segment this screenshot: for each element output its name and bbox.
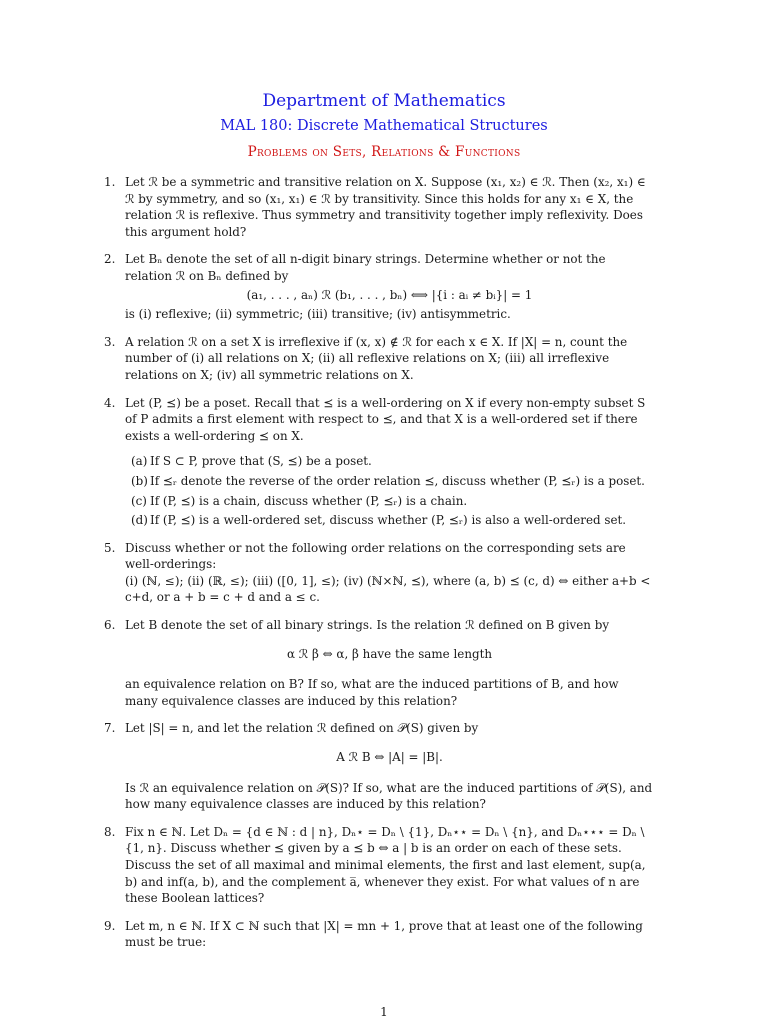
problem-number: 5. bbox=[104, 540, 116, 555]
problem-item bbox=[106, 395, 654, 529]
subproblem-item bbox=[131, 512, 654, 529]
problem-text: A relation ℛ on a set X is irreflexive if (x, x) ∉ ℛ for each x ∈ X. If |X| = n, count the number of (i) all relations on X; (ii) all reflexive relations on X; (iii) all irreflexive relations on X; (iv) all symmetric relations on X. bbox=[125, 334, 628, 382]
display-formula: A ℛ B ⇔ |A| = |B|. bbox=[336, 750, 443, 765]
problem-item bbox=[106, 720, 654, 812]
subproblem-label: (c) bbox=[131, 493, 147, 508]
problem-text-continued: is (i) reflexive; (ii) symmetric; (iii) transitive; (iv) antisymmetric. bbox=[125, 307, 511, 322]
subproblem-list bbox=[131, 453, 654, 528]
subproblem-item bbox=[131, 493, 654, 510]
problem-number: 8. bbox=[104, 824, 116, 839]
problem-text: Discuss whether or not the following order relations on the corresponding sets are well-orderings: bbox=[125, 540, 626, 572]
subproblem-text: If ⪯ᵣ denote the reverse of the order relation ⪯, discuss whether (P, ⪯ᵣ) is a poset. bbox=[150, 473, 645, 488]
problem-text: Let |S| = n, and let the relation ℛ defined on 𝒫(S) given by bbox=[125, 721, 479, 736]
problem-text: Let B denote the set of all binary strings. Is the relation ℛ defined on B given by bbox=[125, 618, 610, 633]
problem-number: 6. bbox=[104, 618, 116, 633]
subproblem-text: If S ⊂ P, prove that (S, ⪯) be a poset. bbox=[150, 454, 372, 469]
department-title: Department of Mathematics bbox=[262, 91, 506, 111]
subproblem-text: If (P, ⪯) is a chain, discuss whether (P, ⪯ᵣ) is a chain. bbox=[150, 493, 468, 508]
display-formula: (a₁, . . . , aₙ) ℛ (b₁, . . . , bₙ) ⟺ |{i : aᵢ ≠ bᵢ}| = 1 bbox=[246, 287, 533, 302]
subproblem-label: (a) bbox=[131, 454, 148, 469]
problem-item bbox=[106, 824, 654, 907]
problem-text-continued: Is ℛ an equivalence relation on 𝒫(S)? If so, what are the induced partitions of 𝒫(S), and how many equivalence classes are induced by this relation? bbox=[125, 780, 653, 812]
problem-item bbox=[106, 174, 654, 240]
subproblem-label: (b) bbox=[131, 473, 148, 488]
problem-item bbox=[106, 918, 654, 951]
problem-text-continued: an equivalence relation on B? If so, what are the induced partitions of B, and how many equivalence classes are induced by this relation? bbox=[125, 677, 619, 708]
problem-number: 3. bbox=[104, 334, 116, 349]
problem-item bbox=[106, 617, 654, 709]
problem-item bbox=[106, 540, 654, 606]
problem-text: Let ℛ be a symmetric and transitive relation on X. Suppose (x₁, x₂) ∈ ℛ. Then (x₂, x₁) ∈ ℛ by symmetry, and so (x₁, x₁) ∈ ℛ by transitivity. Since this holds for any x₁ ∈ X, the relation ℛ is reflexive. Thus symmetry and transitivity together imply reflexivity. Does this argument hold? bbox=[125, 175, 646, 239]
subproblem-label: (d) bbox=[131, 513, 148, 528]
problem-text-continued: (i) (ℕ, ≤); (ii) (ℝ, ≤); (iii) ([0, 1], ≤); (iv) (ℕ×ℕ, ⪯), where (a, b) ⪯ (c, d) ⇔ either a+b < c+d, or a + b = c + d and a ≤ c. bbox=[125, 573, 651, 605]
subproblem-text: If (P, ⪯) is a well-ordered set, discuss whether (P, ⪯ᵣ) is also a well-ordered set. bbox=[150, 513, 627, 528]
problem-number: 9. bbox=[104, 918, 116, 933]
page-number: 1 bbox=[380, 1005, 388, 1019]
problem-set-title: Problems on Sets, Relations & Functions bbox=[247, 144, 521, 160]
display-formula: α ℛ β ⇔ α, β have the same length bbox=[286, 646, 493, 661]
problem-list bbox=[106, 174, 654, 962]
course-title: MAL 180: Discrete Mathematical Structures bbox=[220, 118, 548, 134]
subproblem-item bbox=[131, 453, 654, 470]
problem-text: Let (P, ⪯) be a poset. Recall that ⪯ is a well-ordering on X if every non-empty subset S of P admits a first element with respect to ⪯, and that X is a well-ordered set if there exists a well-ordering ⪯ on X. bbox=[125, 395, 646, 443]
problem-number: 7. bbox=[104, 721, 116, 736]
problem-text: Let m, n ∈ ℕ. If X ⊂ ℕ such that |X| = mn + 1, prove that at least one of the following must be true: bbox=[125, 918, 643, 950]
problem-number: 1. bbox=[104, 175, 116, 189]
problem-number: 2. bbox=[104, 252, 116, 267]
problem-item bbox=[106, 251, 654, 322]
problem-number: 4. bbox=[104, 395, 116, 410]
problem-item bbox=[106, 334, 654, 384]
problem-text: Let Bₙ denote the set of all n-digit binary strings. Determine whether or not the relation ℛ on Bₙ defined by bbox=[125, 252, 606, 283]
subproblem-item bbox=[131, 473, 654, 490]
problem-text: Fix n ∈ ℕ. Let Dₙ = {d ∈ ℕ : d | n}, Dₙ⋆ = Dₙ \ {1}, Dₙ⋆⋆ = Dₙ \ {n}, and Dₙ⋆⋆⋆ = Dₙ \ {1, n}. Discuss whether ⪯ given by a ⪯ b ⇔ a | b is an order on each of these sets. Discuss the set of all maximal and minimal elements, the first and last element, sup(a, b) and inf(a, b), and the complement a̅, whenever they exist. For what values of n are these Boolean lattices? bbox=[125, 824, 646, 906]
